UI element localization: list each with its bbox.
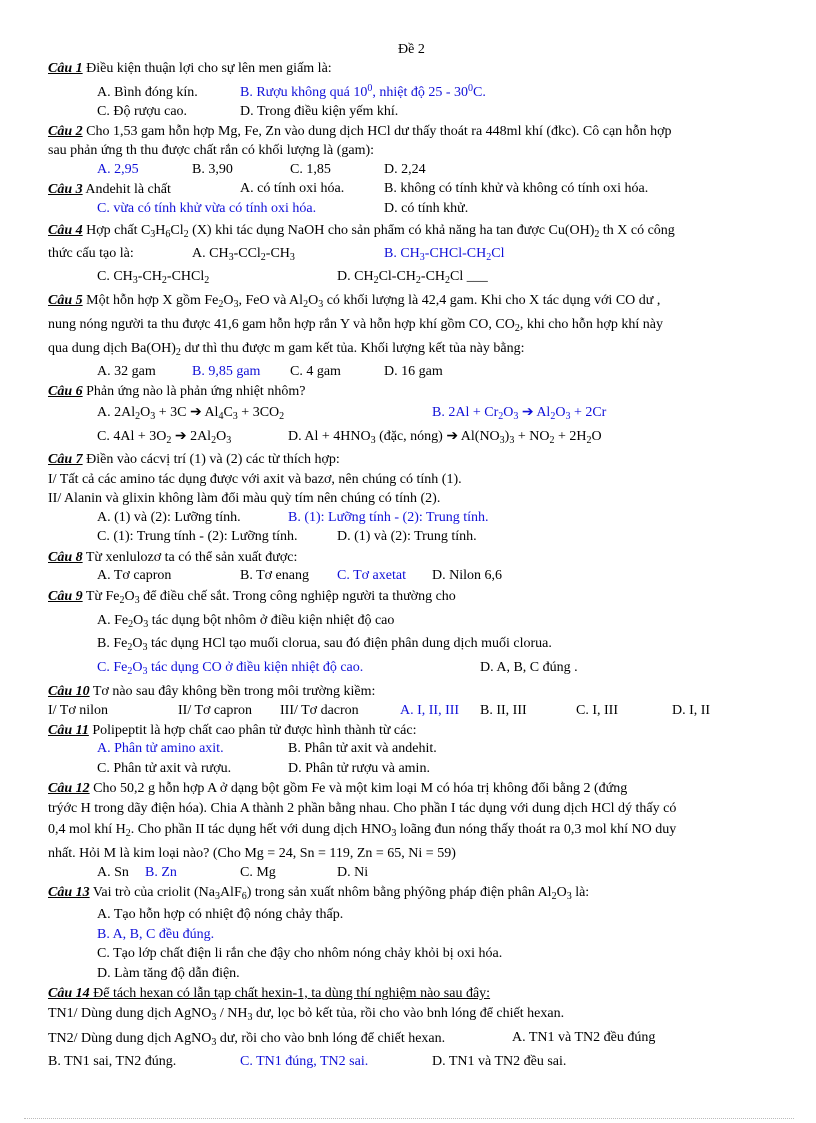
q4-option-c: C. $CH_3-CH_2-CHCl_2$ <box>97 269 210 286</box>
question-4-line-2: thức cấu tạo là: <box>48 246 134 261</box>
q11-option-c: C. Phân tử axit và rượu. <box>97 761 232 776</box>
q3-option-b: B. không có tính khử và không có tính oxi hóa. <box>384 181 649 196</box>
question-7-label: Câu 7 <box>48 452 83 467</box>
q6-option-b: B. $2Al + Cr_2O_3$ ➔ $Al_2O_3 + 2Cr$ <box>432 405 607 422</box>
q7-option-c: C. (1): Trung tính - (2): Lưỡng tính. <box>97 529 298 544</box>
q13-option-a: A. Tạo hỗn hợp có nhiệt độ nóng chảy thấp. <box>97 907 344 922</box>
question-11-label: Câu 11 <box>48 723 89 738</box>
question-5-line-3: qua dung dịch $Ba(OH)_2$ dư thì thu được m gam kết tủa. Khối lượng kết tủa này bằng: <box>48 341 525 358</box>
q1-option-b: B. Rượu không quá $10^0$, nhiệt độ $25 - 30^0C$. <box>240 83 486 100</box>
q6-option-d: D. $Al + 4HNO_3$ (đặc, nóng) ➔ $Al(NO_3)_3 + NO_2 + 2H_2O$ <box>288 429 602 446</box>
question-4-label: Câu 4 <box>48 223 83 238</box>
question-1 <box>48 60 332 78</box>
question-7-statement-1: I/ Tất cả các amino tác dụng được với axit và bazơ, nên chúng có tính (1). <box>48 472 462 487</box>
q5-option-d: D. 16 gam <box>384 364 443 379</box>
question-11: Câu 11 Polipeptit là hợp chất cao phân tử được hình thành từ các: <box>48 723 417 738</box>
q10-item-1: I/ Tơ nilon <box>48 703 109 718</box>
q12-option-c: C. Mg <box>240 865 276 880</box>
question-1-label: Câu 1 <box>48 61 83 76</box>
question-3-label: Câu 3 <box>48 182 83 197</box>
q8-option-d: D. Nilon 6,6 <box>432 568 502 583</box>
question-9-label: Câu 9 <box>48 589 83 604</box>
question-12-line-2: trýớc H trong dãy điện hóa). Chia A thành 2 phần bằng nhau. Cho phần I tác dụng với dung dịch HCl dý thấy có <box>48 801 677 816</box>
q10-item-3: III/ Tơ dacron <box>280 703 359 718</box>
q7-option-a: A. (1) và (2): Lưỡng tính. <box>97 510 241 525</box>
question-10: Câu 10 Tơ nào sau đây không bền trong môi trường kiềm: <box>48 684 376 699</box>
question-8: Câu 8 Từ xenlulozơ ta có thể sản xuất được: <box>48 550 298 565</box>
q1-option-a: A. Bình đóng kín. <box>97 85 198 100</box>
q10-option-d: D. I, II <box>672 703 711 718</box>
q10-option-b: B. II, III <box>480 703 527 718</box>
q7-option-d: D. (1) và (2): Trung tính. <box>337 529 477 544</box>
q13-option-d: D. Làm tăng độ dẫn điện. <box>97 966 240 981</box>
q3-option-d: D. có tính khử. <box>384 201 469 216</box>
q12-option-d: D. Ni <box>337 865 369 880</box>
question-13-label: Câu 13 <box>48 885 90 900</box>
q6-option-a: A. $2Al_2O_3 + 3C$ ➔ $Al_4C_3 + 3CO_2$ <box>97 405 285 422</box>
q14-option-d: D. TN1 và TN2 đều sai. <box>432 1054 567 1069</box>
q9-option-d: D. A, B, C đúng . <box>480 660 578 675</box>
q14-option-b: B. TN1 sai, TN2 đúng. <box>48 1054 177 1069</box>
question-7: Câu 7 Điền vào cácvị trí (1) và (2) các từ thích hợp: <box>48 452 340 467</box>
question-2-label: Câu 2 <box>48 124 83 139</box>
q4-option-a: A. $CH_3-CCl_2-CH_3$ <box>192 246 295 263</box>
question-5: Câu 5 Một hỗn hợp X gồm $Fe_2O_3$, FeO và $Al_2O_3$ có khối lượng là 42,4 gam. Khi cho X tác dụng với CO dư , <box>48 293 661 310</box>
question-9: Câu 9 Từ $Fe_2O_3$ để điều chế sắt. Trong công nghiệp người ta thường cho <box>48 589 456 606</box>
question-13: Câu 13 Vai trò của criolit $(Na_3AlF_6)$ trong sản xuất nhôm bằng phýõng pháp điện phân $Al_2O_3$ là: <box>48 885 590 902</box>
q10-option-a: A. I, II, III <box>400 703 460 718</box>
page-header: Đề 2 <box>398 42 425 57</box>
question-1-text: Điều kiện thuận lợi cho sự lên men giấm là: <box>82 61 332 76</box>
q13-option-c: C. Tạo lớp chất điện li rắn che đậy cho nhôm nóng chảy khỏi bị oxi hóa. <box>97 946 503 961</box>
question-14-tn2: TN2/ Dùng dung dịch AgNO$_3$ dư, rồi cho vào bnh lóng để chiết hexan. <box>48 1031 446 1048</box>
q6-option-c: C. $4Al + 3O_2$ ➔ $2Al_2O_3$ <box>97 429 232 446</box>
question-10-label: Câu 10 <box>48 684 90 699</box>
question-14: Câu 14 Để tách hexan có lẫn tạp chất hexin-1, ta dùng thí nghiệm nào sau đây: <box>48 986 491 1001</box>
q11-option-b: B. Phân tử axit và andehit. <box>288 741 437 756</box>
question-6-label: Câu 6 <box>48 384 83 399</box>
q14-option-a: A. TN1 và TN2 đều đúng <box>512 1030 656 1045</box>
q10-option-c: C. I, III <box>576 703 618 718</box>
question-5-line-2: nung nóng người ta thu được 41,6 gam hỗn hợp rắn Y và hỗn hợp khí gồm CO, $CO_2$, khi cho hỗn hợp khí này <box>48 317 663 334</box>
q14-option-c: C. TN1 đúng, TN2 sai. <box>240 1054 369 1069</box>
question-3: Câu 3 Andehit là chất <box>48 182 171 197</box>
q13-option-b: B. A, B, C đều đúng. <box>97 927 215 942</box>
question-5-label: Câu 5 <box>48 293 83 308</box>
question-14-label: Câu 14 <box>48 986 90 1001</box>
question-12-line-3: 0,4 mol khí $H_2$. Cho phần II tác dụng hết với dung dịch $HNO_3$ loãng đun nóng thấy thoát ra 0,3 mol khí NO duy <box>48 822 677 839</box>
q9-option-c: C. $Fe_2O_3$ tác dụng CO ở điều kiện nhiệt độ cao. <box>97 660 364 677</box>
question-12-label: Câu 12 <box>48 781 90 796</box>
q11-option-a: A. Phân tử amino axit. <box>97 741 224 756</box>
q5-option-a: A. 32 gam <box>97 364 156 379</box>
q8-option-a: A. Tơ capron <box>97 568 172 583</box>
question-14-tn1: TN1/ Dùng dung dịch AgNO$_3$ / $NH_3$ dư, lọc bỏ kết tủa, rồi cho vào bnh lóng để chiết hexan. <box>48 1006 565 1023</box>
q12-option-a: A. Sn <box>97 865 129 880</box>
question-2: Câu 2 Cho 1,53 gam hỗn hợp Mg, Fe, Zn vào dung dịch HCl dư thấy thoát ra 448ml khí (đkc). Cô cạn hỗn hợp <box>48 124 672 139</box>
q10-item-2: II/ Tơ capron <box>178 703 253 718</box>
q8-option-b: B. Tơ enang <box>240 568 309 583</box>
footer-dotted-line <box>24 1118 794 1119</box>
question-12: Câu 12 Cho 50,2 g hỗn hợp A ở dạng bột gồm Fe và một kim loại M có hóa trị không đổi bằng 2 (đứng <box>48 781 628 796</box>
q4-option-d: D. $CH_2Cl-CH_2-CH_2Cl$ ___ <box>337 269 488 286</box>
q2-option-b: B. 3,90 <box>192 162 233 177</box>
q7-option-b: B. (1): Lưỡng tính - (2): Trung tính. <box>288 510 489 525</box>
q9-option-a: A. $Fe_2O_3$ tác dụng bột nhôm ở điều kiện nhiệt độ cao <box>97 613 395 630</box>
q3-option-c: C. vừa có tính khử vừa có tính oxi hóa. <box>97 201 317 216</box>
q5-option-c: C. 4 gam <box>290 364 341 379</box>
question-7-statement-2: II/ Alanin và glixin không làm đổi màu quỳ tím nên chúng có tính (2). <box>48 491 441 506</box>
q4-option-b: B. $CH_3-CHCl-CH_2Cl$ <box>384 246 505 263</box>
q8-option-c: C. Tơ axetat <box>337 568 406 583</box>
question-6: Câu 6 Phản ứng nào là phản ứng nhiệt nhôm? <box>48 384 306 399</box>
q11-option-d: D. Phân tử rượu và amin. <box>288 761 430 776</box>
q5-option-b: B. 9,85 gam <box>192 364 261 379</box>
question-2-line-2: sau phản ứng th thu được chất rắn có khối lượng là (gam): <box>48 143 375 158</box>
question-12-line-4: nhất. Hỏi M là kim loại nào? (Cho Mg = 24, Sn = 119, Zn = 65, Ni = 59) <box>48 846 456 861</box>
q9-option-b: B. $Fe_2O_3$ tác dụng HCl tạo muối clorua, sau đó điện phân dung dịch muối clorua. <box>97 636 552 653</box>
q3-option-a: A. có tính oxi hóa. <box>240 181 345 196</box>
q2-option-a: A. 2,95 <box>97 162 139 177</box>
q1-option-c: C. Độ rượu cao. <box>97 104 188 119</box>
q1-option-d: D. Trong điều kiện yếm khí. <box>240 104 399 119</box>
question-8-label: Câu 8 <box>48 550 83 565</box>
question-4: Câu 4 Hợp chất $C_3H_6Cl_2$ (X) khi tác dụng NaOH cho sản phẩm có khả năng ha tan được $Cu(OH)_2$ th X có công <box>48 223 675 240</box>
q12-option-b: B. Zn <box>145 865 177 880</box>
q2-option-d: D. 2,24 <box>384 162 426 177</box>
q2-option-c: C. 1,85 <box>290 162 331 177</box>
